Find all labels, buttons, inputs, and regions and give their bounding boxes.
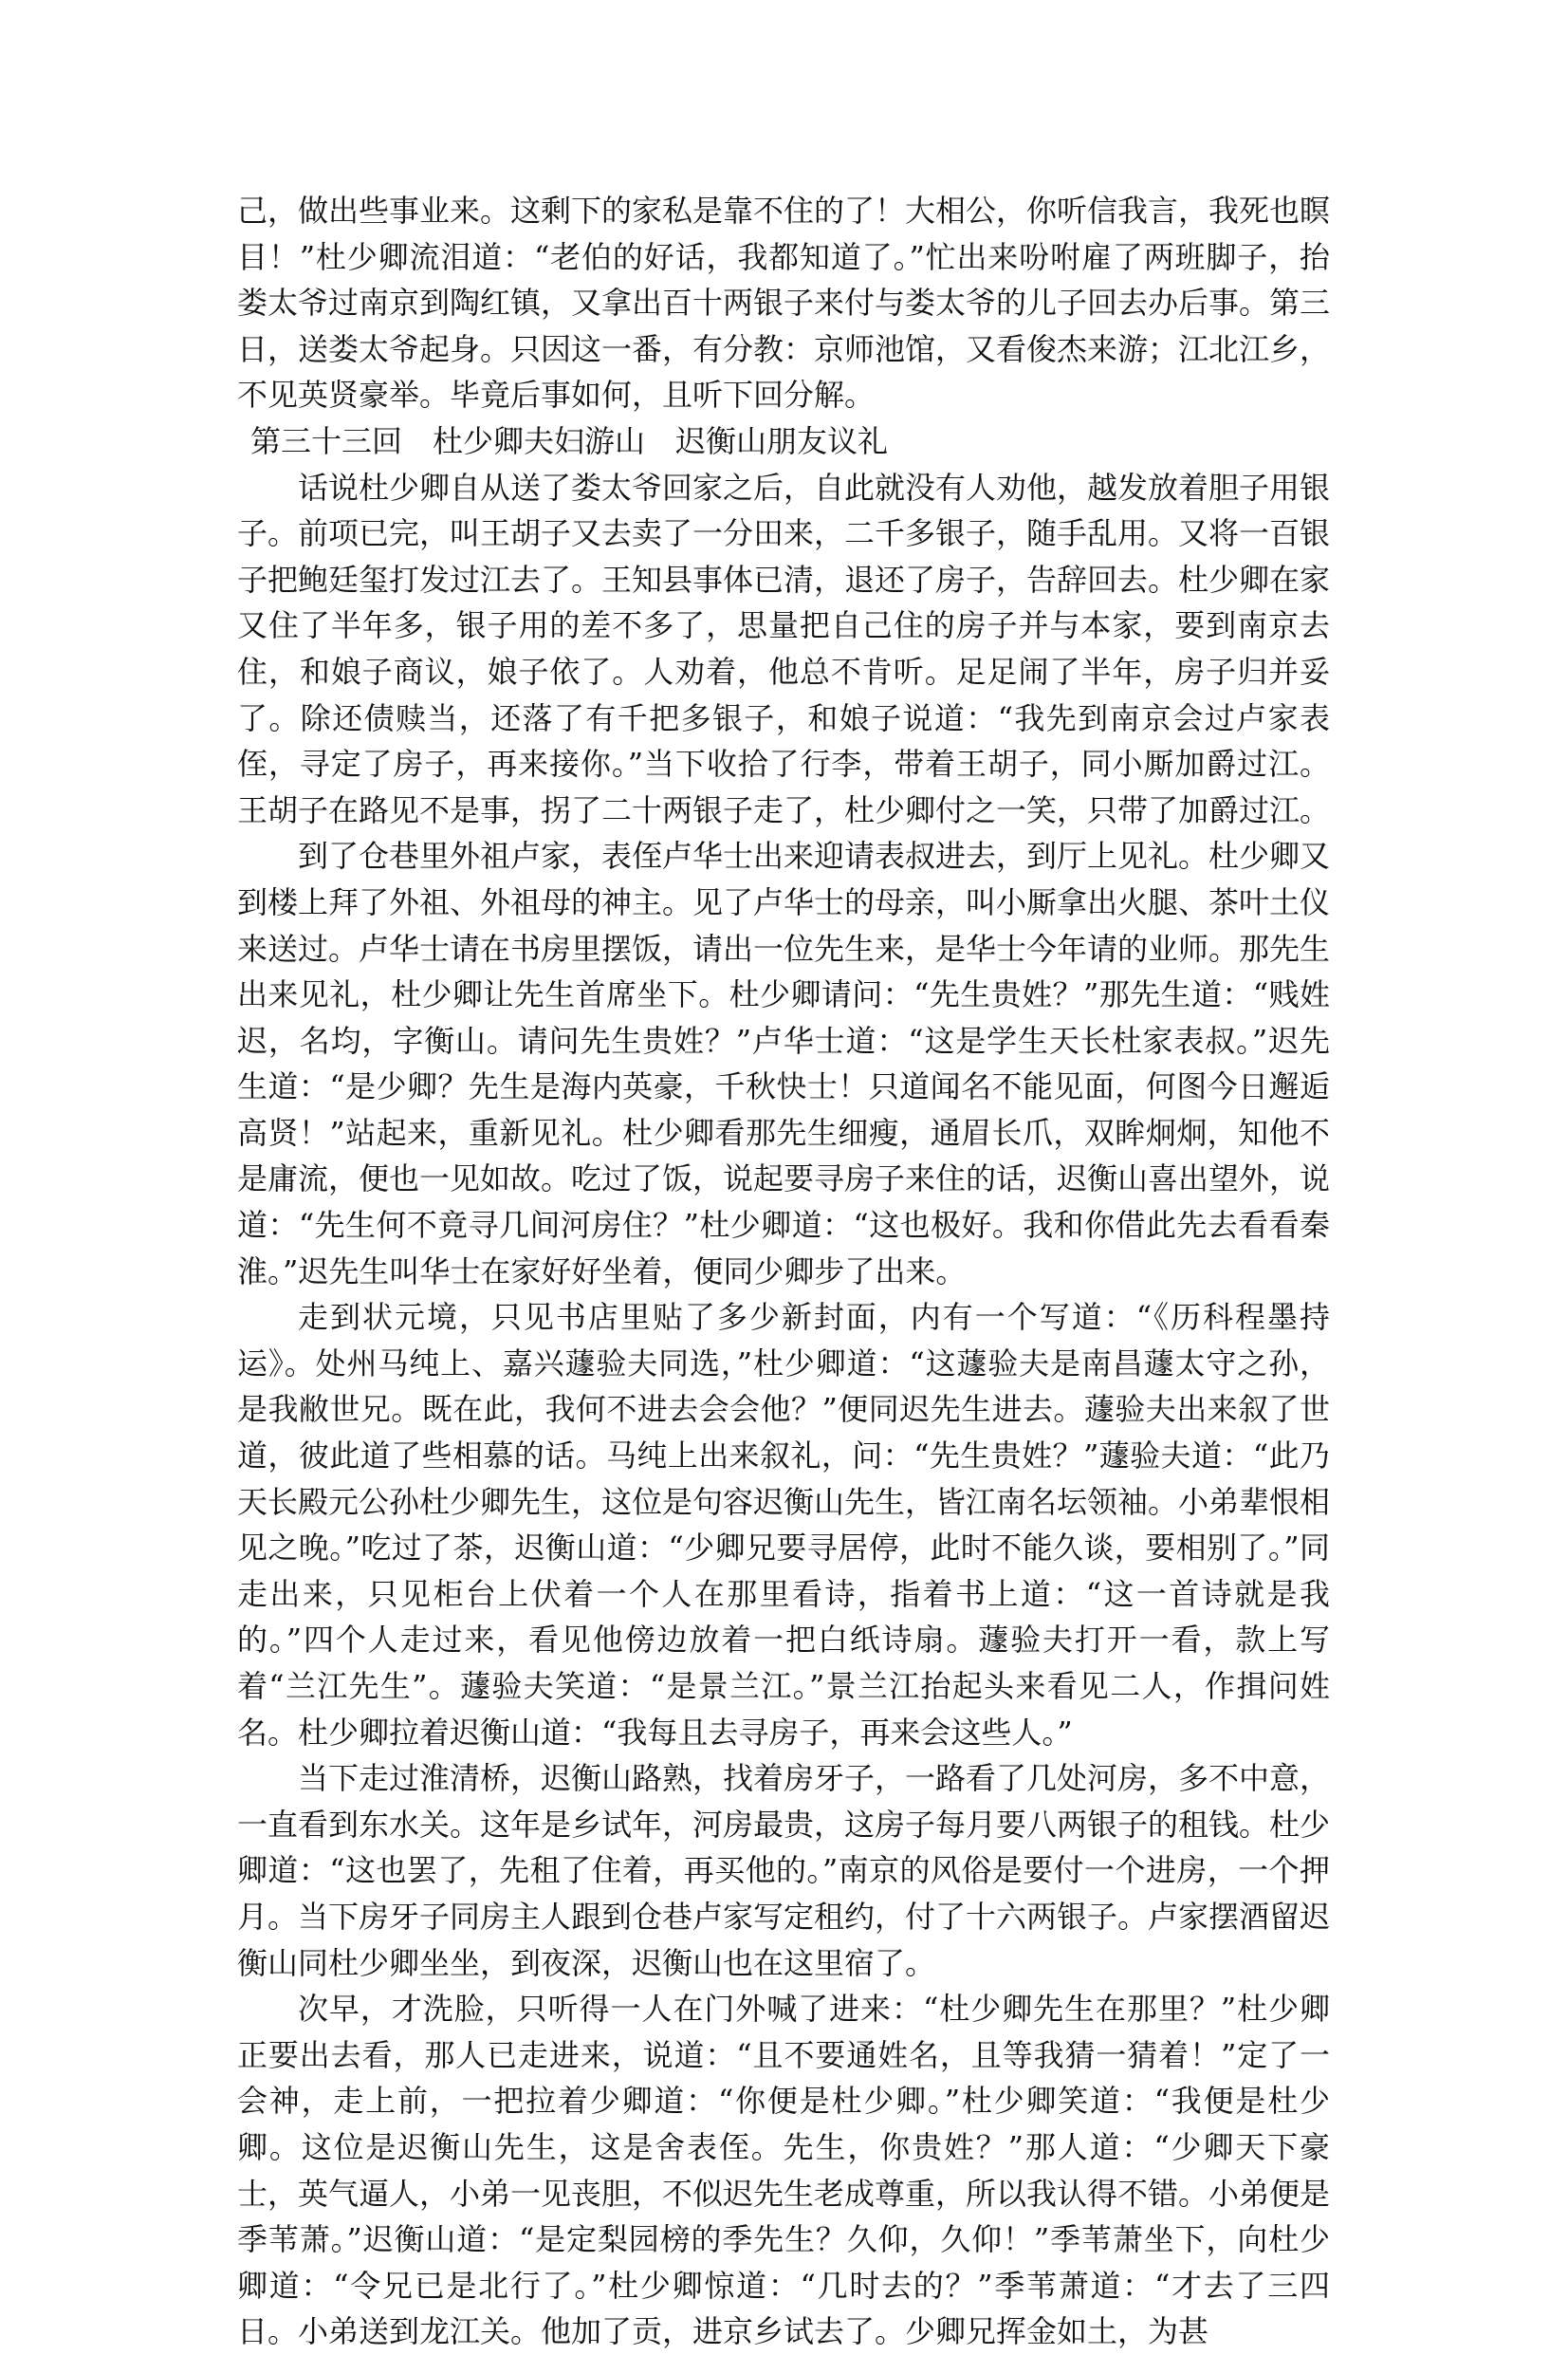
chapter-text bbox=[237, 188, 1330, 2355]
body-paragraph: 到了仓巷里外祖卢家，表侄卢华士出来迎请表叔进去，到厅上见礼。杜少卿又到楼上拜了外祖、外祖母的神主。见了卢华士的母亲，叫小厮拿出火腿、茶叶土仪来送过。卢华士请在书房里摆饭，请出一位先生来，是华士今年请的业师。那先生出来见礼，杜少卿让先生首席坐下。杜少卿请问：“先生贵姓？”那先生道：“贱姓迟，名均，字衡山。请问先生贵姓？”卢华士道：“这是学生天长杜家表叔。”迟先生道：“是少卿？先生是海内英豪，千秋快士！只道闻名不能见面，何图今日邂逅高贤！”站起来，重新见礼。杜少卿看那先生细瘦，通眉长爪，双眸炯炯，知他不是庸流，便也一见如故。吃过了饭，说起要寻房子来住的话，迟衡山喜出望外，说道：“先生何不竟寻几间河房住？”杜少卿道：“这也极好。我和你借此先去看看秦淮。”迟先生叫华士在家好好坐着，便同少卿步了出来。 bbox=[237, 838, 1331, 1289]
chapter-heading bbox=[237, 418, 1330, 465]
chapter-number: 第三十三回 bbox=[250, 422, 403, 459]
chapter-title-part2: 迟衡山朋友议礼 bbox=[675, 422, 889, 459]
body-paragraph: 走到状元境，只见书店里贴了多少新封面，内有一个写道：“《历科程墨持运》。处州马纯上、嘉兴蘧验夫同选，”杜少卿道：“这蘧验夫是南昌蘧太守之孙，是我敝世兄。既在此，我何不进去会会他？”便同迟先生进去。蘧验夫出来叙了世道，彼此道了些相慕的话。马纯上出来叙礼，问：“先生贵姓？”蘧验夫道：“此乃天长殿元公孙杜少卿先生，这位是句容迟衡山先生，皆江南名坛领袖。小弟辈恨相见之晚。”吃过了茶，迟衡山道：“少卿兄要寻居停，此时不能久谈，要相别了。”同走出来，只见柜台上伏着一个人在那里看诗，指着书上道：“这一首诗就是我的。”四个人走过来，看见他傍边放着一把白纸诗扇。蘧验夫打开一看，款上写着“兰江先生”。蘧验夫笑道：“是景兰江。”景兰江抬起头来看见二人，作揖问姓名。杜少卿拉着迟衡山道：“我每且去寻房子，再来会这些人。” bbox=[237, 1299, 1331, 1751]
body-paragraph: 次早，才洗脸，只听得一人在门外喊了进来：“杜少卿先生在那里？”杜少卿正要出去看，那人已走进来，说道：“且不要通姓名，且等我猜一猜着！”定了一会神，走上前，一把拉着少卿道：“你便是杜少卿。”杜少卿笑道：“我便是杜少卿。这位是迟衡山先生，这是舍表侄。先生，你贵姓？”那人道：“少卿天下豪士，英气逼人，小弟一见丧胆，不似迟先生老成尊重，所以我认得不错。小弟便是季苇萧。”迟衡山道：“是定梨园榜的季先生？久仰，久仰！”季苇萧坐下，向杜少卿道：“令兄已是北行了。”杜少卿惊道：“几时去的？”季苇萧道：“才去了三四日。小弟送到龙江关。他加了贡，进京乡试去了。少卿兄挥金如土，为甚 bbox=[237, 1991, 1331, 2350]
lead-paragraph: 己，做出些事业来。这剩下的家私是靠不住的了！大相公，你听信我言，我死也瞑目！”杜少卿流泪道：“老伯的好话，我都知道了。”忙出来吩咐雇了两班脚子，抬娄太爷过南京到陶红镇，又拿出百十两银子来付与娄太爷的儿子回去办后事。第三日，送娄太爷起身。只因这一番，有分教：京师池馆，又看俊杰来游；江北江乡，不见英贤豪举。毕竟后事如何，且听下回分解。 bbox=[237, 193, 1331, 414]
chapter-title-part1: 杜少卿夫妇游山 bbox=[433, 422, 646, 459]
body-paragraph: 话说杜少卿自从送了娄太爷回家之后，自此就没有人劝他，越发放着胆子用银子。前项已完，叫王胡子又去卖了一分田来，二千多银子，随手乱用。又将一百银子把鲍廷玺打发过江去了。王知县事体已清，退还了房子，告辞回去。杜少卿在家又住了半年多，银子用的差不多了，思量把自己住的房子并与本家，要到南京去住，和娘子商议，娘子依了。人劝着，他总不肯听。足足闹了半年，房子归并妥了。除还债赎当，还落了有千把多银子，和娘子说道：“我先到南京会过卢家表侄，寻定了房子，再来接你。”当下收拾了行李，带着王胡子，同小厮加爵过江。王胡子在路见不是事，拐了二十两银子走了，杜少卿付之一笑，只带了加爵过江。 bbox=[237, 469, 1331, 828]
body-paragraph: 当下走过淮清桥，迟衡山路熟，找着房牙子，一路看了几处河房，多不中意，一直看到东水关。这年是乡试年，河房最贵，这房子每月要八两银子的租钱。杜少卿道：“这也罢了，先租了住着，再买他的。”南京的风俗是要付一个进房，一个押月。当下房牙子同房主人跟到仓巷卢家写定租约，付了十六两银子。卢家摆酒留迟衡山同杜少卿坐坐，到夜深，迟衡山也在这里宿了。 bbox=[237, 1760, 1331, 1981]
